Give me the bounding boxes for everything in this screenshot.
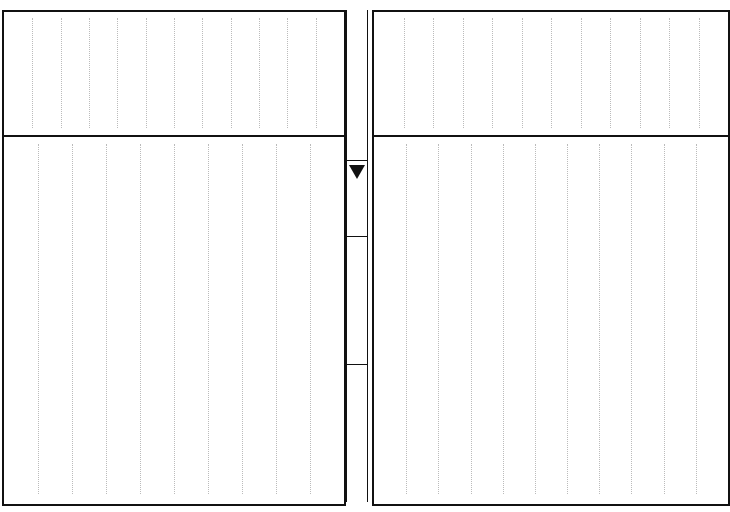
headnote-column (610, 18, 612, 128)
text-column (599, 144, 601, 494)
headnote-column (61, 18, 63, 128)
headnote-column (259, 18, 261, 128)
headnote-column (32, 18, 34, 128)
gutter-divider (347, 364, 367, 365)
text-column (535, 144, 537, 494)
headnote-column (522, 18, 524, 128)
headnote-column (669, 18, 671, 128)
headnote-column (117, 18, 119, 128)
text-column (310, 144, 312, 494)
headnote-column (146, 18, 148, 128)
text-column (174, 144, 176, 494)
text-column (140, 144, 142, 494)
gutter-rule (367, 10, 368, 502)
headnote-column (174, 18, 176, 128)
headnote-band (374, 12, 728, 137)
headnote-column (404, 18, 406, 128)
fish-tail-mark (349, 165, 365, 179)
text-column (38, 144, 40, 494)
text-column (696, 144, 698, 494)
text-column (208, 144, 210, 494)
headnote-column (231, 18, 233, 128)
headnote-column (89, 18, 91, 128)
headnote-column (492, 18, 494, 128)
text-column (471, 144, 473, 494)
text-column (72, 144, 74, 494)
text-column (503, 144, 505, 494)
headnote-column (316, 18, 318, 128)
right-page (372, 10, 730, 506)
center-gutter (343, 10, 371, 502)
headnote-column (551, 18, 553, 128)
headnote-column (699, 18, 701, 128)
text-column (276, 144, 278, 494)
text-column (664, 144, 666, 494)
gutter-rule (346, 10, 347, 502)
gutter-divider (347, 160, 367, 161)
headnote-column (287, 18, 289, 128)
text-column (631, 144, 633, 494)
text-column (406, 144, 408, 494)
headnote-column (581, 18, 583, 128)
left-page (2, 10, 346, 506)
headnote-column (640, 18, 642, 128)
headnote-column (433, 18, 435, 128)
text-column (242, 144, 244, 494)
headnote-column (463, 18, 465, 128)
headnote-band (4, 12, 344, 137)
headnote-column (202, 18, 204, 128)
gutter-divider (347, 236, 367, 237)
text-column (106, 144, 108, 494)
text-column (438, 144, 440, 494)
text-column (567, 144, 569, 494)
